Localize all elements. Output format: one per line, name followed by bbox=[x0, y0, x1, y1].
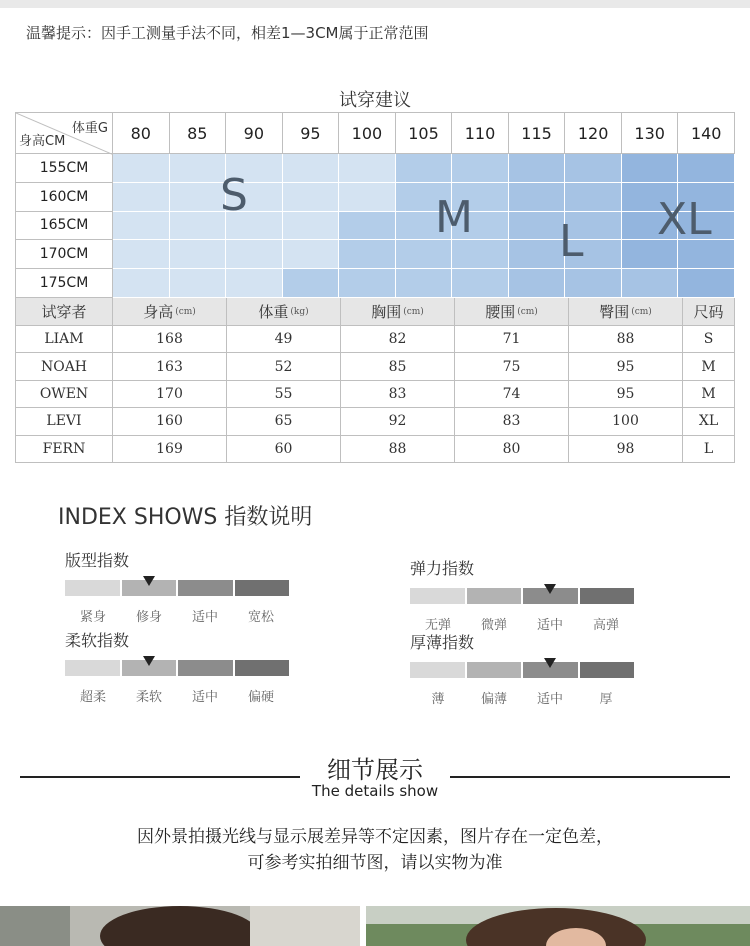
tryout-cell: S bbox=[683, 326, 735, 353]
size-label-s: S bbox=[220, 170, 248, 221]
index-bar-2 bbox=[65, 660, 289, 676]
index-tick: 适中 bbox=[191, 610, 218, 625]
size-cell bbox=[396, 240, 453, 269]
corner-height-label: 身高CM bbox=[19, 134, 66, 149]
size-cell bbox=[509, 212, 566, 241]
size-cell bbox=[113, 269, 170, 298]
size-cell bbox=[113, 240, 170, 269]
index-tick: 宽松 bbox=[247, 610, 274, 625]
weight-header-80: 80 bbox=[113, 112, 170, 154]
size-cell bbox=[283, 212, 340, 241]
size-cell bbox=[339, 154, 396, 183]
tryout-cell: M bbox=[683, 381, 735, 408]
size-cell bbox=[283, 154, 340, 183]
size-cell bbox=[170, 240, 227, 269]
header-label: 尺码 bbox=[693, 303, 724, 321]
index-segment bbox=[65, 580, 120, 596]
index-label-0: 版型指数 bbox=[65, 551, 130, 570]
header-unit: (kg) bbox=[290, 306, 309, 317]
tryout-row bbox=[15, 436, 735, 463]
tryout-header-cell bbox=[455, 298, 569, 326]
size-cell bbox=[509, 183, 566, 212]
size-cell bbox=[339, 240, 396, 269]
detail-photo-left bbox=[0, 906, 360, 946]
tryout-cell: 170 bbox=[113, 381, 227, 408]
index-label-2: 柔软指数 bbox=[65, 631, 130, 650]
size-cell bbox=[452, 269, 509, 298]
size-cell bbox=[283, 269, 340, 298]
index-tick: 高弹 bbox=[592, 618, 619, 633]
tryout-cell: 85 bbox=[341, 353, 455, 380]
tryout-row bbox=[15, 381, 735, 408]
weight-header-90: 90 bbox=[226, 112, 283, 154]
tryout-cell: 65 bbox=[227, 408, 341, 435]
size-cell bbox=[396, 269, 453, 298]
tryout-cell: 163 bbox=[113, 353, 227, 380]
size-cell bbox=[283, 183, 340, 212]
index-segment bbox=[235, 580, 290, 596]
tryout-header-cell bbox=[227, 298, 341, 326]
size-cell bbox=[226, 240, 283, 269]
tryout-cell: 83 bbox=[455, 408, 569, 435]
tryout-cell: XL bbox=[683, 408, 735, 435]
index-marker-icon bbox=[143, 576, 155, 586]
tryout-cell: L bbox=[683, 436, 735, 463]
tryout-cell: 160 bbox=[113, 408, 227, 435]
size-label-xl: XL bbox=[657, 194, 712, 245]
index-tick: 无弹 bbox=[424, 618, 451, 633]
size-cell bbox=[622, 269, 679, 298]
tryout-cell: 88 bbox=[341, 436, 455, 463]
header-label: 试穿者 bbox=[41, 303, 87, 321]
height-header-160CM: 160CM bbox=[15, 183, 113, 212]
size-cell bbox=[678, 154, 735, 183]
tryout-row bbox=[15, 326, 735, 353]
size-label-m: M bbox=[435, 192, 473, 243]
details-title: 细节展示 bbox=[327, 756, 423, 784]
tryout-row bbox=[15, 353, 735, 380]
size-cell bbox=[565, 154, 622, 183]
tryout-header-cell bbox=[683, 298, 735, 326]
tryout-cell: LEVI bbox=[15, 408, 113, 435]
weight-header-140: 140 bbox=[678, 112, 735, 154]
index-segment bbox=[467, 662, 522, 678]
size-cell bbox=[509, 240, 566, 269]
size-cell bbox=[170, 212, 227, 241]
size-cell bbox=[565, 269, 622, 298]
size-cell bbox=[396, 154, 453, 183]
tryout-header-cell bbox=[341, 298, 455, 326]
tryout-cell: 52 bbox=[227, 353, 341, 380]
tryout-cell: 71 bbox=[455, 326, 569, 353]
weight-header-110: 110 bbox=[452, 112, 509, 154]
index-segment bbox=[65, 660, 120, 676]
size-cell bbox=[678, 269, 735, 298]
tryout-cell: NOAH bbox=[15, 353, 113, 380]
weight-header-130: 130 bbox=[622, 112, 679, 154]
index-marker-icon bbox=[544, 658, 556, 668]
photo-right-graphic bbox=[366, 906, 750, 946]
header-unit: (cm) bbox=[175, 306, 196, 317]
index-segment bbox=[580, 662, 635, 678]
size-cell bbox=[170, 269, 227, 298]
index-bar-0 bbox=[65, 580, 289, 596]
header-unit: (cm) bbox=[631, 306, 652, 317]
header-unit: (cm) bbox=[403, 306, 424, 317]
tryout-cell: 83 bbox=[341, 381, 455, 408]
header-label: 体重 bbox=[258, 303, 289, 321]
tryout-cell: 80 bbox=[455, 436, 569, 463]
tryout-cell: 95 bbox=[569, 381, 683, 408]
index-label-3: 厚薄指数 bbox=[410, 633, 475, 652]
index-segment bbox=[410, 588, 465, 604]
height-header-170CM: 170CM bbox=[15, 240, 113, 269]
tryout-cell: FERN bbox=[15, 436, 113, 463]
index-tick: 适中 bbox=[191, 690, 218, 705]
tryout-header-cell bbox=[113, 298, 227, 326]
header-label: 臀围 bbox=[599, 303, 630, 321]
index-tick: 紧身 bbox=[79, 610, 106, 625]
tryout-cell: 74 bbox=[455, 381, 569, 408]
size-cell bbox=[452, 154, 509, 183]
size-chart bbox=[15, 112, 735, 298]
size-cell bbox=[226, 269, 283, 298]
weight-header-120: 120 bbox=[565, 112, 622, 154]
height-header-165CM: 165CM bbox=[15, 212, 113, 241]
photo-left-graphic bbox=[0, 906, 360, 946]
tryout-cell: 95 bbox=[569, 353, 683, 380]
size-cell bbox=[170, 183, 227, 212]
size-cell bbox=[283, 240, 340, 269]
size-cell bbox=[113, 154, 170, 183]
size-cell bbox=[339, 183, 396, 212]
tryout-cell: 100 bbox=[569, 408, 683, 435]
details-subtitle: The details show bbox=[311, 782, 439, 800]
tryout-cell: OWEN bbox=[15, 381, 113, 408]
index-tick: 偏硬 bbox=[247, 690, 274, 705]
index-segment bbox=[178, 580, 233, 596]
index-segment bbox=[467, 588, 522, 604]
size-label-l: L bbox=[559, 216, 584, 267]
tryout-header-row bbox=[15, 298, 735, 326]
index-segment bbox=[235, 660, 290, 676]
size-cell bbox=[170, 154, 227, 183]
index-tick: 微弹 bbox=[480, 618, 507, 633]
details-note-2: 可参考实拍细节图，请以实物为准 bbox=[247, 853, 503, 873]
size-cell bbox=[113, 212, 170, 241]
size-cell bbox=[565, 183, 622, 212]
tryout-cell: 88 bbox=[569, 326, 683, 353]
tryout-header-cell bbox=[569, 298, 683, 326]
index-marker-icon bbox=[544, 584, 556, 594]
tryout-cell: 82 bbox=[341, 326, 455, 353]
details-note-1: 因外景拍摄光线与显示展差异等不定因素，图片存在一定色差， bbox=[137, 827, 613, 847]
size-cell bbox=[339, 269, 396, 298]
index-bar-1 bbox=[410, 588, 634, 604]
chart-title: 试穿建议 bbox=[339, 90, 411, 111]
index-tick: 厚 bbox=[599, 692, 613, 707]
index-tick: 适中 bbox=[536, 618, 563, 633]
index-tick: 柔软 bbox=[135, 690, 162, 705]
weight-header-105: 105 bbox=[396, 112, 453, 154]
index-segment bbox=[178, 660, 233, 676]
top-strip bbox=[0, 0, 750, 8]
index-tick: 偏薄 bbox=[480, 692, 507, 707]
index-tick: 薄 bbox=[431, 692, 445, 707]
tryout-cell: 49 bbox=[227, 326, 341, 353]
tryout-cell: 92 bbox=[341, 408, 455, 435]
index-tick: 修身 bbox=[135, 610, 162, 625]
measurement-notice: 温馨提示：因手工测量手法不同，相差1—3CM属于正常范围 bbox=[26, 24, 429, 42]
size-cell bbox=[339, 212, 396, 241]
index-marker-icon bbox=[143, 656, 155, 666]
index-title: INDEX SHOWS 指数说明 bbox=[58, 505, 313, 530]
header-unit: (cm) bbox=[517, 306, 538, 317]
size-cell bbox=[622, 154, 679, 183]
tryout-cell: 75 bbox=[455, 353, 569, 380]
weight-header-95: 95 bbox=[283, 112, 340, 154]
corner-weight-label: 体重G bbox=[71, 121, 108, 136]
index-tick: 超柔 bbox=[79, 690, 106, 705]
size-cell bbox=[113, 183, 170, 212]
size-cell bbox=[509, 154, 566, 183]
index-segment bbox=[410, 662, 465, 678]
index-segment bbox=[580, 588, 635, 604]
header-label: 腰围 bbox=[485, 303, 516, 321]
size-cell bbox=[452, 240, 509, 269]
weight-header-85: 85 bbox=[170, 112, 227, 154]
tryout-cell: 168 bbox=[113, 326, 227, 353]
header-label: 身高 bbox=[143, 303, 174, 321]
index-label-1: 弹力指数 bbox=[410, 559, 475, 578]
tryout-cell: LIAM bbox=[15, 326, 113, 353]
index-tick: 适中 bbox=[536, 692, 563, 707]
tryout-cell: 60 bbox=[227, 436, 341, 463]
height-header-175CM: 175CM bbox=[15, 269, 113, 298]
corner-header bbox=[15, 112, 113, 154]
tryout-cell: 98 bbox=[569, 436, 683, 463]
index-bar-3 bbox=[410, 662, 634, 678]
tryout-header-cell bbox=[15, 298, 113, 326]
tryout-cell: 55 bbox=[227, 381, 341, 408]
weight-header-100: 100 bbox=[339, 112, 396, 154]
tryout-cell: M bbox=[683, 353, 735, 380]
header-label: 胸围 bbox=[371, 303, 402, 321]
weight-header-115: 115 bbox=[509, 112, 566, 154]
detail-photo-right bbox=[366, 906, 750, 946]
tryout-cell: 169 bbox=[113, 436, 227, 463]
height-header-155CM: 155CM bbox=[15, 154, 113, 183]
tryout-row bbox=[15, 408, 735, 435]
size-cell bbox=[509, 269, 566, 298]
